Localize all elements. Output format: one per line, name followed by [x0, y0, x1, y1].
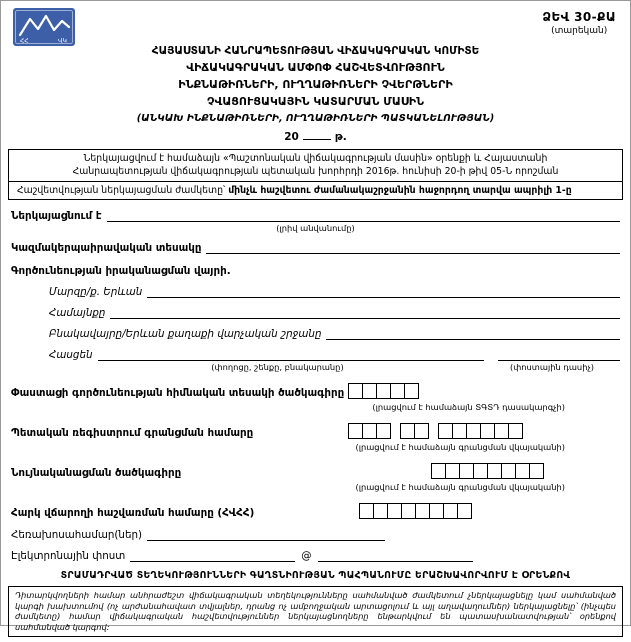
activity-code-cells: [348, 383, 419, 399]
header-title-3: ՉՎԱՑՈՒՑԱԿԱՅԻՆ ԿԱՏԱՐՄԱՆ ՄԱՍԻՆ: [207, 95, 424, 108]
code-cell[interactable]: [501, 463, 516, 479]
phone-label: Հեռախոսահամար(ներ): [11, 529, 143, 542]
org-type-row: [11, 242, 620, 254]
taxpayer-id-cells: [359, 503, 472, 519]
code-cell[interactable]: [362, 423, 377, 439]
taxpayer-id-row: [11, 503, 620, 520]
postal-code-hint: (փոստային դասիչ): [509, 362, 595, 373]
code-cell[interactable]: [404, 383, 419, 399]
org-type-input[interactable]: [206, 242, 620, 254]
header-title-2: ԻՆՔՆԱԹԻՌՆԵՐԻ, ՈՒՂՂԱԹԻՌՆԵՐԻ ՉՎԵՐԹՆԵՐԻ: [178, 78, 453, 91]
form-code-block: [542, 10, 616, 36]
code-cell[interactable]: [387, 503, 402, 519]
code-cell[interactable]: [473, 463, 488, 479]
email-at-sign: @: [301, 550, 312, 563]
year-suffix: թ.: [334, 131, 347, 143]
state-register-row: [11, 423, 620, 440]
form-code: ՁԵՎ 30-ՔԱ: [542, 10, 616, 24]
armstat-logo: [13, 8, 75, 46]
settlement-row: [49, 328, 620, 340]
legal-basis-text: Ներկայացվում է համաձայն «Պաշտոնական վիճակագրության մասին» օրենքի և Հայաստանի Հանրապետության վիճակագրության պետական խորհրդի 2016թ. հունիսի 20-ի թիվ 05-Ն որոշման: [9, 150, 622, 182]
year-line: [1, 129, 630, 143]
presented-by-hint-row: [11, 223, 620, 233]
identification-code-hint: (լրացվում է համաձայն գրանցման վկայականի): [355, 482, 565, 493]
region-row: [49, 286, 620, 298]
identification-code-cells: [431, 463, 544, 479]
header-committee: ՀԱՅԱՍՏԱՆԻ ՀԱՆՐԱՊԵՏՈՒԹՅԱՆ ՎԻՃԱԿԱԳՐԱԿԱՆ ԿՈՄԻՏԵ: [151, 45, 480, 57]
community-label: Համայնքը: [49, 307, 106, 320]
email-local-input[interactable]: [130, 550, 295, 562]
taxpayer-id-label: Հարկ վճարողի հաշվառման համարը (ՀՎՀՀ): [11, 507, 255, 520]
code-cell[interactable]: [529, 463, 544, 479]
code-cell[interactable]: [431, 463, 446, 479]
email-domain-input[interactable]: [318, 550, 473, 562]
phone-row: [11, 529, 620, 541]
email-label: Էլեկտրոնային փոստ: [11, 550, 126, 563]
logo-chart-icon: [13, 8, 75, 46]
logo-right-text: ՎԿ: [58, 37, 67, 45]
presented-by-hint: (լրիվ անվանումը): [276, 223, 355, 234]
presented-by-row: [11, 210, 620, 222]
settlement-input[interactable]: [326, 328, 620, 340]
code-cell[interactable]: [445, 463, 460, 479]
confidentiality-guarantee-text: ՏՐԱՄԱԴՐՎԱԾ ՏԵՂԵԿՈՒԹՅՈՒՆՆԵՐԻ ԳԱՂՏՆԻՈՒԹՅԱՆ ՊԱՀՊԱՆՈՒՄԸ ԵՐԱՇԽԱՎՈՐՎՈՒՄ Է ՕՐԵՆՔՈՎ: [60, 570, 571, 582]
address-hint-spacer: [11, 362, 71, 372]
presented-by-input[interactable]: [107, 210, 620, 222]
community-row: [49, 307, 620, 319]
address-input[interactable]: [98, 349, 484, 361]
code-cell[interactable]: [348, 383, 363, 399]
code-cell[interactable]: [362, 383, 377, 399]
code-cell[interactable]: [457, 503, 472, 519]
code-cell[interactable]: [359, 503, 374, 519]
code-cell[interactable]: [443, 503, 458, 519]
region-label: Մարզը/ք. Երևան: [49, 286, 143, 299]
identification-code-label: Նույնականացման ծածկագիրը: [11, 467, 182, 480]
address-label: Հասցեն: [49, 349, 93, 362]
form-footer: [1, 562, 630, 642]
code-cell[interactable]: [459, 463, 474, 479]
code-cell[interactable]: [494, 423, 509, 439]
phone-input[interactable]: [147, 529, 385, 541]
code-cell[interactable]: [376, 383, 391, 399]
header-title-1: ՎԻՃԱԿԱԳՐԱԿԱՆ ԱՄՓՈՓ ՀԱՇՎԵՏՎՈՒԹՅՈՒՆ: [186, 61, 445, 74]
email-row: [11, 550, 620, 562]
activity-code-row: [11, 383, 620, 400]
address-street-hint: (փողոցը, շենքը, բնակարանը): [211, 362, 344, 373]
liability-warning-text: Դիտարկվողների համար անհրաժեշտ վիճակագրական տեղեկությունները սահմանված ժամկետում չներկայացնելը կամ սահմանված կարգի խախտումով (ոչ արժանահավատ տվյալներ, դրանց ոչ ամբողջական արտացոլում և այլ աղավաղումներ) ներկայացնելը՝ (ինչպես ժամկետը) համար վիճակագրական հաշվետվություններ ներկայացնողները ենթարկվում են պատասխանատվության՝ օրենքով սահմանված կարգով:: [8, 586, 623, 637]
org-type-label: Կազմակերպաիրավական տեսակը: [11, 242, 202, 255]
region-input[interactable]: [147, 286, 620, 298]
year-input[interactable]: [303, 129, 331, 140]
deadline-line: [9, 182, 622, 199]
form-header: [1, 1, 630, 143]
code-cell[interactable]: [508, 423, 523, 439]
header-subtitle: (ԱՆԿԱԽ ԻՆՔՆԱԹԻՌՆԵՐԻ, ՈՒՂՂԱԹԻՌՆԵՐԻ ՊԱՏԿԱՆԵԼՈՒԹՅԱՆ): [136, 113, 495, 124]
state-register-hint: (լրացվում է համաձայն գրանցման վկայականի): [355, 442, 565, 453]
address-row: [49, 349, 620, 361]
code-cell[interactable]: [376, 423, 391, 439]
code-cell[interactable]: [515, 463, 530, 479]
code-cell[interactable]: [390, 383, 405, 399]
code-cell[interactable]: [487, 463, 502, 479]
code-cell[interactable]: [429, 503, 444, 519]
code-cell[interactable]: [438, 423, 453, 439]
activity-location-header: Գործունեության իրականացման վայրի.: [11, 265, 231, 278]
identification-code-row: [11, 463, 620, 480]
code-cell[interactable]: [401, 503, 416, 519]
code-cell[interactable]: [466, 423, 481, 439]
code-cell[interactable]: [414, 423, 429, 439]
settlement-label: Բնակավայրը/Երևան քաղաքի վարչական շրջանը: [49, 328, 322, 341]
presented-by-label: Ներկայացնում է: [11, 210, 102, 223]
community-input[interactable]: [110, 307, 620, 319]
code-cell[interactable]: [348, 423, 363, 439]
logo-left-text: ՀՀ: [20, 37, 29, 45]
form-fields: [1, 200, 630, 562]
deadline-label: Հաշվետվության ներկայացման ժամկետը՝: [17, 185, 226, 197]
code-cell[interactable]: [452, 423, 467, 439]
deadline-value: մինչև հաշվետու ժամանակաշրջանին հաջորդող տարվա ապրիլի 1-ը: [228, 185, 572, 197]
state-register-cells: [348, 423, 523, 439]
address-hint-row: [11, 362, 620, 372]
postal-code-input[interactable]: [498, 349, 620, 361]
legal-box: [8, 149, 623, 200]
code-cell[interactable]: [480, 423, 495, 439]
code-cell[interactable]: [373, 503, 388, 519]
form-periodicity: (տարեկան): [551, 26, 608, 36]
activity-code-hint: (լրացվում է համաձայն ՏԳՏԴ դասակարգչի): [372, 402, 565, 413]
code-cell[interactable]: [415, 503, 430, 519]
state-register-label: Պետական ռեգիստրում գրանցման համարը: [11, 427, 254, 440]
code-cell[interactable]: [400, 423, 415, 439]
year-prefix: 20: [284, 131, 299, 143]
activity-code-label: Փաստացի գործունեության հիմնական տեսակի ծածկագիրը: [11, 387, 345, 400]
